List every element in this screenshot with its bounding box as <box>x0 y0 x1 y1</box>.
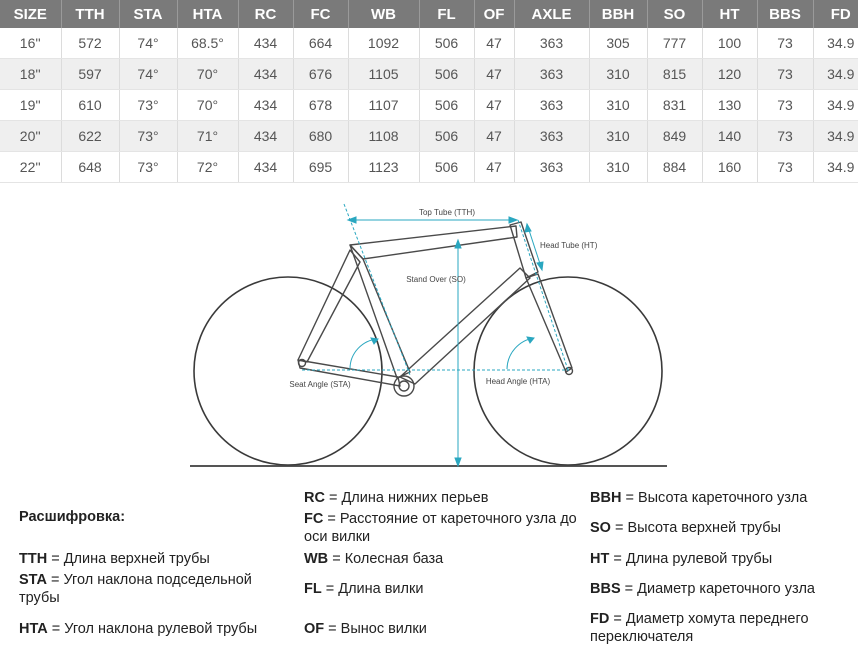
column-header-rc: RC <box>238 0 293 28</box>
table-row <box>0 28 858 59</box>
table-cell: 363 <box>514 28 589 59</box>
table-cell: 34.9 <box>813 152 858 183</box>
legend-item-rc <box>304 489 584 507</box>
table-cell: 648 <box>61 152 119 183</box>
column-header-bbh: BBH <box>589 0 647 28</box>
legend-item-hta <box>19 620 299 638</box>
table-cell: 20'' <box>0 121 61 152</box>
table-cell: 363 <box>514 59 589 90</box>
table-cell: 34.9 <box>813 28 858 59</box>
rear-wheel <box>194 277 382 465</box>
table-cell: 572 <box>61 28 119 59</box>
legend-abbr: SO <box>590 520 611 536</box>
table-cell: 73 <box>757 152 813 183</box>
table-cell: 678 <box>293 90 348 121</box>
column-header-so: SO <box>647 0 702 28</box>
column-header-of: OF <box>474 0 514 28</box>
table-cell: 1108 <box>348 121 419 152</box>
table-cell: 68.5° <box>177 28 238 59</box>
column-header-axle: AXLE <box>514 0 589 28</box>
legend-item-wb <box>304 550 584 568</box>
table-cell: 160 <box>702 152 757 183</box>
table-cell: 310 <box>589 152 647 183</box>
legend-abbr: BBS <box>590 581 621 597</box>
legend-abbr: HTA <box>19 621 48 637</box>
table-cell: 120 <box>702 59 757 90</box>
table-cell: 47 <box>474 90 514 121</box>
table-cell: 664 <box>293 28 348 59</box>
legend-abbr: OF <box>304 621 325 637</box>
top-tube-label: Top Tube (TTH) <box>418 208 476 217</box>
legend-abbr: HT <box>590 551 610 567</box>
table-cell: 363 <box>514 90 589 121</box>
legend-item-bbh <box>590 489 855 507</box>
column-header-sta: STA <box>119 0 177 28</box>
table-cell: 310 <box>589 59 647 90</box>
table-cell: 70° <box>177 59 238 90</box>
table-cell: 70° <box>177 90 238 121</box>
table-cell: 815 <box>647 59 702 90</box>
table-cell: 310 <box>589 90 647 121</box>
legend-item-fc <box>304 510 584 546</box>
table-row <box>0 90 858 121</box>
table-cell: 305 <box>589 28 647 59</box>
legend-text: = Колесная база <box>328 551 444 567</box>
legend-abbr: WB <box>304 551 329 567</box>
seat-angle-label: Seat Angle (STA) <box>289 380 351 389</box>
geometry-table <box>0 0 858 183</box>
table-cell: 610 <box>61 90 119 121</box>
legend-text: = Длина нижних перьев <box>324 490 489 506</box>
head-tube-label: Head Tube (HT) <box>540 241 598 250</box>
legend-text: = Длина вилки <box>321 581 424 597</box>
column-header-tth: TTH <box>61 0 119 28</box>
table-cell: 434 <box>238 59 293 90</box>
table-cell: 777 <box>647 28 702 59</box>
table-cell: 434 <box>238 28 293 59</box>
table-row <box>0 59 858 90</box>
table-cell: 47 <box>474 152 514 183</box>
table-cell: 849 <box>647 121 702 152</box>
legend-abbr: RC <box>304 490 325 506</box>
table-cell: 47 <box>474 28 514 59</box>
table-cell: 884 <box>647 152 702 183</box>
table-cell: 74° <box>119 28 177 59</box>
table-cell: 73° <box>119 152 177 183</box>
table-cell: 73 <box>757 90 813 121</box>
table-cell: 506 <box>419 28 474 59</box>
table-cell: 363 <box>514 121 589 152</box>
table-cell: 434 <box>238 152 293 183</box>
table-cell: 34.9 <box>813 59 858 90</box>
table-cell: 47 <box>474 121 514 152</box>
table-cell: 22'' <box>0 152 61 183</box>
table-cell: 73° <box>119 121 177 152</box>
legend-text: = Вынос вилки <box>324 621 427 637</box>
table-row <box>0 121 858 152</box>
column-header-wb: WB <box>348 0 419 28</box>
legend-item-sta <box>19 571 281 607</box>
legend-text: = Длина рулевой трубы <box>609 551 773 567</box>
table-cell: 71° <box>177 121 238 152</box>
column-header-fc: FC <box>293 0 348 28</box>
table-cell: 18'' <box>0 59 61 90</box>
legend-item-fd <box>590 610 840 646</box>
column-header-ht: HT <box>702 0 757 28</box>
legend-text: = Высота кареточного узла <box>621 490 808 506</box>
table-cell: 680 <box>293 121 348 152</box>
table-cell: 622 <box>61 121 119 152</box>
legend-text: = Угол наклона подседельной трубы <box>19 572 252 606</box>
table-cell: 16'' <box>0 28 61 59</box>
table-cell: 1092 <box>348 28 419 59</box>
table-cell: 434 <box>238 90 293 121</box>
table-cell: 1105 <box>348 59 419 90</box>
table-row <box>0 152 858 183</box>
column-header-hta: HTA <box>177 0 238 28</box>
legend-text: = Диаметр кареточного узла <box>620 581 815 597</box>
table-cell: 506 <box>419 59 474 90</box>
legend-abbr: FL <box>304 581 322 597</box>
legend-item-tth <box>19 550 289 568</box>
table-cell: 34.9 <box>813 90 858 121</box>
table-cell: 73° <box>119 90 177 121</box>
legend-item-so <box>590 519 855 537</box>
bike-geometry-diagram <box>0 180 858 480</box>
table-cell: 676 <box>293 59 348 90</box>
table-header-row <box>0 0 858 28</box>
legend-item-bbs <box>590 580 855 598</box>
table-cell: 34.9 <box>813 121 858 152</box>
table-cell: 73 <box>757 28 813 59</box>
legend-title: Расшифровка: <box>19 509 126 525</box>
legend-abbr: FD <box>590 611 610 627</box>
table-cell: 597 <box>61 59 119 90</box>
column-header-fl: FL <box>419 0 474 28</box>
legend-text: = Длина верхней трубы <box>47 551 210 567</box>
table-cell: 140 <box>702 121 757 152</box>
column-header-bbs: BBS <box>757 0 813 28</box>
table-cell: 1107 <box>348 90 419 121</box>
table-cell: 100 <box>702 28 757 59</box>
legend-item-fl <box>304 580 584 598</box>
column-header-size: SIZE <box>0 0 61 28</box>
table-cell: 1123 <box>348 152 419 183</box>
legend-text: = Расстояние от кареточного узла до оси вилки <box>304 511 577 545</box>
table-cell: 73 <box>757 121 813 152</box>
table-cell: 506 <box>419 90 474 121</box>
legend-text: = Диаметр хомута переднего переключателя <box>590 611 809 645</box>
table-cell: 363 <box>514 152 589 183</box>
legend-abbr: BBH <box>590 490 622 506</box>
table-cell: 72° <box>177 152 238 183</box>
table-cell: 695 <box>293 152 348 183</box>
legend-abbr: TTH <box>19 551 48 567</box>
legend-text: = Высота верхней трубы <box>610 520 781 536</box>
table-cell: 831 <box>647 90 702 121</box>
table-cell: 434 <box>238 121 293 152</box>
table-cell: 310 <box>589 121 647 152</box>
table-body <box>0 28 858 183</box>
legend-item-ht <box>590 550 855 568</box>
stand-over-label: Stand Over (SO) <box>406 275 466 284</box>
table-cell: 506 <box>419 121 474 152</box>
table-cell: 506 <box>419 152 474 183</box>
legend-item-of <box>304 620 584 638</box>
table-cell: 74° <box>119 59 177 90</box>
table-cell: 73 <box>757 59 813 90</box>
head-angle-label: Head Angle (HTA) <box>485 377 551 386</box>
legend-text: = Угол наклона рулевой трубы <box>47 621 258 637</box>
table-cell: 19'' <box>0 90 61 121</box>
table-cell: 47 <box>474 59 514 90</box>
legend-abbr: STA <box>19 572 47 588</box>
column-header-fd: FD <box>813 0 858 28</box>
table-cell: 130 <box>702 90 757 121</box>
legend-abbr: FC <box>304 511 324 527</box>
